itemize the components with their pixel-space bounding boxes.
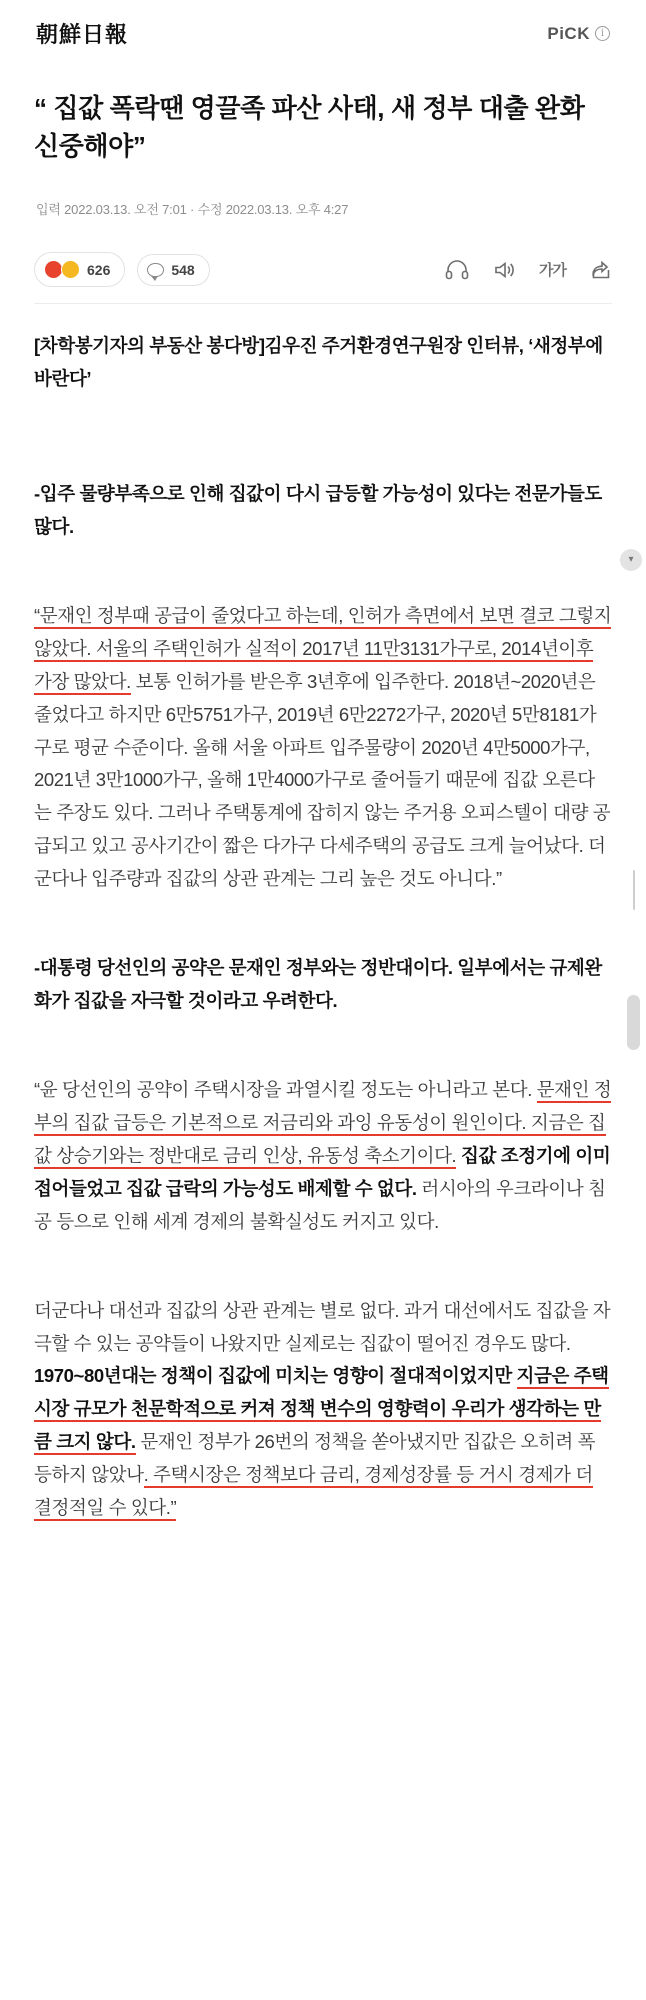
text-run: “윤 당선인의 공약이 주택시장을 과열시킬 정도는 아니라고 본다. (34, 1079, 537, 1101)
font-size-button[interactable] (539, 259, 566, 280)
publisher-logo[interactable]: 朝鮮日報 (36, 22, 129, 48)
site-header (0, 0, 646, 57)
bold-text: 집값 조정기에 이미 접어들었고 집값 급락의 가능성도 배제할 수 없다. (34, 1144, 611, 1199)
text-run: 보통 인허가를 받은후 3년후에 입주한다. 2018년~2020년은 줄었다고 하지만 6만5751가구, 2019년 6만2272가구, 2020년 5만8181가구로 평균 수준이다. 올해 서울 아파트 입주물량이 2020년 4만5000가구, 2021년 3만1000가구, 올해 1만4000가구로 줄어들기 때문에 집값 오른다는 주장도 있다. 그러나 주택통계에 잡히지 않는 주거용 오피스텔이 대량 공급되고 있고 공사기간이 짧은 다가구 다세주택의 공급도 크게 늘어났다. 더군다나 입주량과 집값의 상관 관계는 그리 높은 것도 아니다.” (34, 670, 611, 890)
article-timestamp: 입력 2022.03.13. 오전 7:01 · 수정 2022.03.13. 오후 4:27 (36, 202, 349, 218)
paragraph-spacer (34, 422, 612, 478)
scroll-track-mark (633, 870, 635, 910)
bold-text: [차학봉기자의 부동산 봉다방]김우진 주거환경연구원장 인터뷰, ‘새정부에 바란다’ (34, 335, 603, 390)
highlighted-text: 지금은 주택시장 규모가 천문학적으로 커져 정책 변수의 영향력이 우리가 생각하는 만큼 크지 않다. (34, 1365, 609, 1455)
listen-button[interactable] (445, 260, 469, 280)
collapse-paragraph-button[interactable]: ▾ (620, 549, 642, 571)
info-icon[interactable]: i (595, 26, 610, 41)
reaction-count: 626 (87, 261, 111, 278)
text-run: 러시아의 우크라이나 침공 등으로 인해 세계 경제의 불확실성도 커지고 있다. (34, 1177, 606, 1232)
article-paragraph (34, 1074, 612, 1239)
bold-text: 1970~80년대는 정책이 집값에 미치는 영향이 절대적이었지만 (34, 1365, 517, 1387)
font-size-label: 가가 (539, 262, 566, 280)
highlighted-text: “문재인 정부때 공급이 줄었다고 하는데, 인허가 측면에서 보면 결코 그렇지 않았다. 서울의 주택인허가 실적이 2017년 11만3131가구로, 2014년이후 가장 많았다. (34, 605, 611, 695)
scrollbar-thumb[interactable] (627, 995, 640, 1050)
pick-badge[interactable] (547, 24, 610, 44)
bold-text: -입주 물량부족으로 인해 집값이 다시 급등할 가능성이 있다는 전문가들도 많다. (34, 483, 602, 537)
article-subheading (34, 330, 612, 396)
share-button[interactable] (590, 260, 612, 280)
paragraph-spacer (34, 922, 612, 952)
smile-emoji-icon (61, 260, 80, 279)
paragraph-spacer (34, 570, 612, 600)
pick-label: PiCK (547, 23, 590, 43)
article-subheading (34, 478, 612, 544)
page-title: “ 집값 폭락땐 영끌족 파산 사태, 새 정부 대출 완화 신중해야” (34, 93, 585, 162)
tts-button[interactable] (493, 260, 515, 280)
comment-chip[interactable] (137, 254, 209, 286)
bold-text: -대통령 당선인의 공약은 문재인 정부와는 정반대이다. 일부에서는 규제완화가 집값을 자극할 것이라고 우려한다. (34, 957, 602, 1012)
article-subheading (34, 952, 612, 1018)
article-body (0, 304, 646, 1525)
article-paragraph (34, 1295, 612, 1525)
paragraph-spacer (34, 1044, 612, 1074)
highlighted-text: . 주택시장은 정책보다 금리, 경제성장률 등 거시 경제가 더 결정적일 수 있다.” (34, 1464, 593, 1521)
reaction-toolbar (34, 238, 612, 304)
reaction-chip[interactable] (34, 252, 125, 287)
text-run: 문재인 정부가 26번의 정책을 쏟아냈지만 집값은 오히려 폭등하지 않았나 (34, 1431, 596, 1486)
comment-count: 548 (171, 261, 195, 278)
comment-icon (147, 263, 164, 277)
text-run: 더군다나 대선과 집값의 상관 관계는 별로 없다. 과거 대선에서도 집값을 자극할 수 있는 공약들이 나왔지만 실제로는 집값이 떨어진 경우도 많다. (34, 1299, 611, 1354)
article-paragraph (34, 600, 612, 896)
paragraph-spacer (34, 1265, 612, 1295)
highlighted-text: 문재인 정부의 집값 급등은 기본적으로 저금리와 과잉 유동성이 원인이다. 지금은 집값 상승기와는 정반대로 금리 인상, 유동성 축소기이다. (34, 1079, 611, 1169)
